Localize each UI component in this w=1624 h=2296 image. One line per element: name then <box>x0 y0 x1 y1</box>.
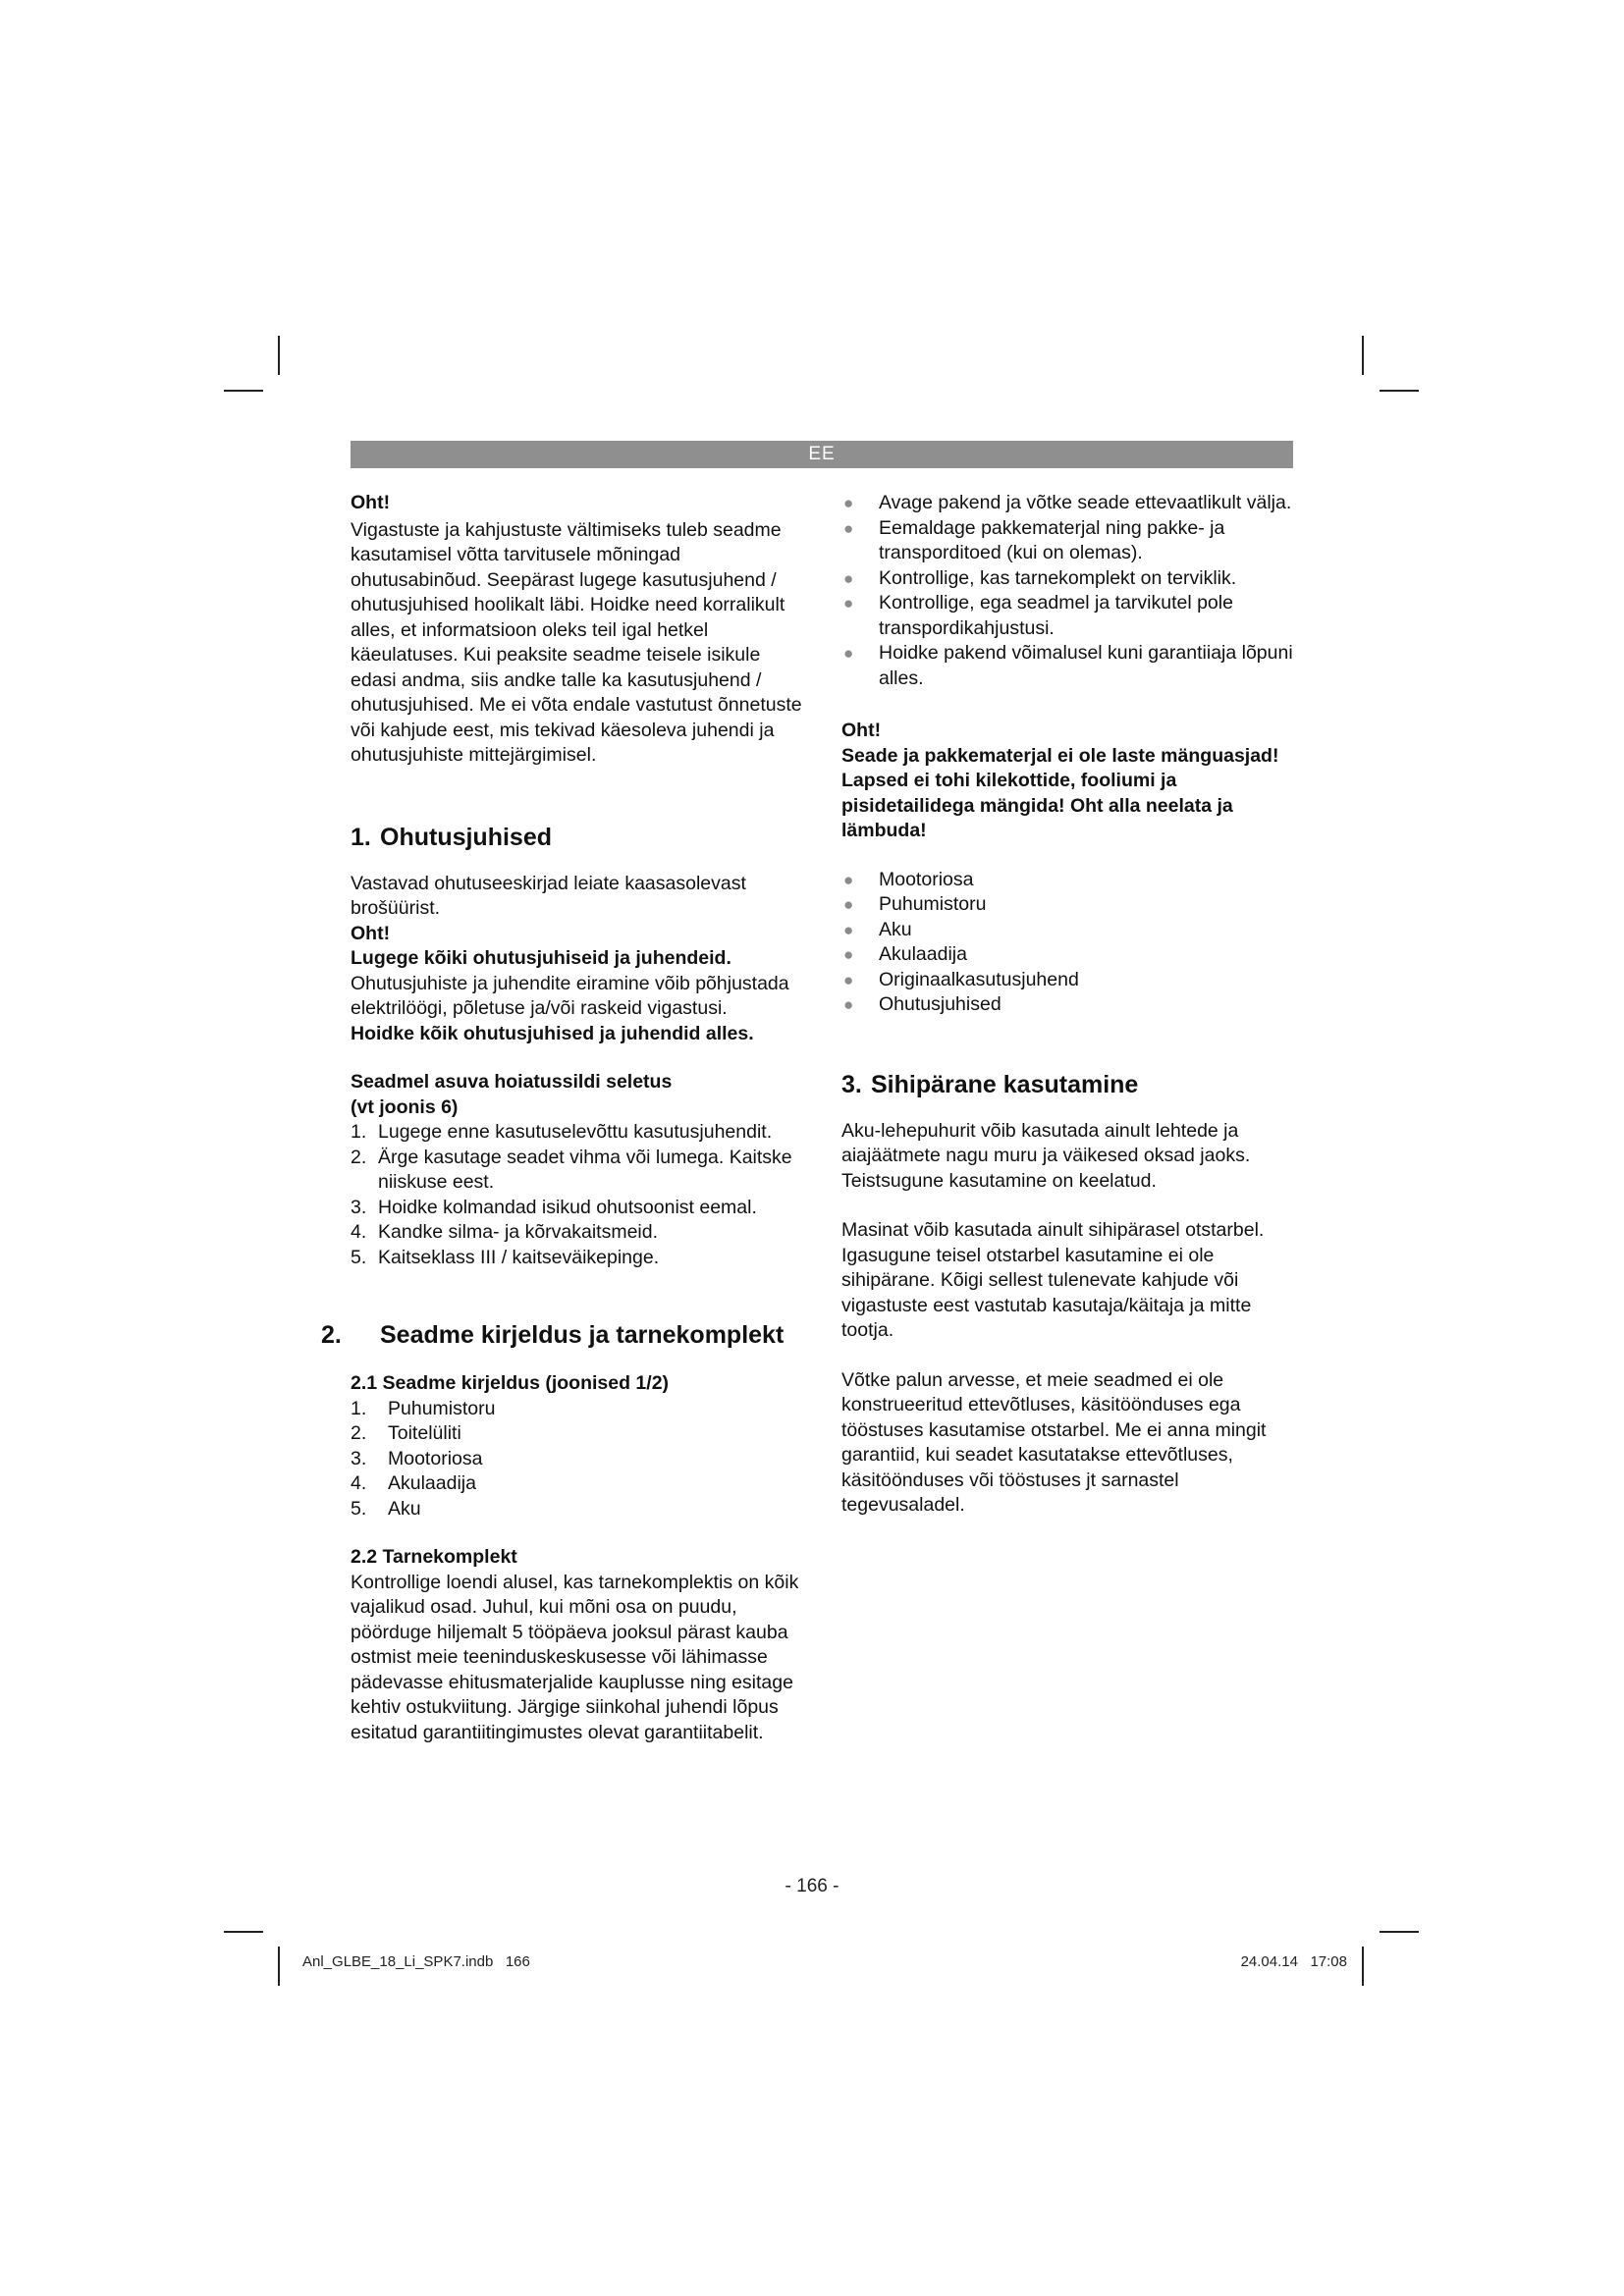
list-item: ● Aku <box>843 918 912 940</box>
footer-file-name: Anl_GLBE_18_Li_SPK7.indb 166 <box>302 1953 530 1970</box>
warning-sign-list <box>351 1120 802 1270</box>
crop-mark-top-left-vertical <box>278 336 280 375</box>
section-1-heading <box>351 822 802 854</box>
packaging-warning-title: Oht! <box>841 720 882 741</box>
list-item: ● Hoidke pakend võimalusel kuni garantiiaja lõpuni alles. <box>843 642 1293 689</box>
delivery-contents-list <box>841 868 1293 1018</box>
intended-use-paragraph-1: Aku-lehepuhurit võib kasutada ainult lehtede ja aiajäätmete nagu muru ja väikesed oksad jaoks. Teistsugune kasutamine on keelatud. <box>841 1119 1251 1192</box>
list-item: 4. Akulaadija <box>351 1472 476 1494</box>
crop-mark-top-right-horizontal <box>1380 390 1419 392</box>
list-item: ● Originaalkasutusjuhend <box>843 968 1079 990</box>
intro-warning-title: Oht! <box>351 492 391 513</box>
crop-mark-bottom-right-horizontal <box>1380 1931 1419 1933</box>
list-item: 2. Ärge kasutage seadet vihma või lumega. Kaitske niiskuse eest. <box>351 1146 792 1193</box>
list-item: ● Avage pakend ja võtke seade ettevaatlikult välja. <box>843 492 1292 513</box>
footer-date-time: 24.04.14 17:08 <box>1240 1953 1347 1970</box>
list-item: ● Kontrollige, ega seadmel ja tarvikutel pole transpordikahjustusi. <box>843 592 1233 639</box>
read-all-instructions: Lugege kõiki ohutusjuhiseid ja juhendeid. <box>351 947 731 969</box>
list-item: 2. Toitelüliti <box>351 1422 461 1444</box>
page-number: - 166 - <box>785 1876 839 1896</box>
section-1-title: Ohutusjuhised <box>380 823 552 851</box>
intended-use-paragraph-2: Masinat võib kasutada ainult sihipärasel otstarbel. Igasugune teisel otstarbel kasutamine ei ole sihipärane. Kõigi sellest tulenevate kahjude või vigastuste eest vastutab kasutaja/käitaja ja mitte tootja. <box>841 1219 1265 1341</box>
list-item: 3. Mootoriosa <box>351 1447 483 1469</box>
keep-instructions-note: Hoidke kõik ohutusjuhised ja juhendid alles. <box>351 1022 754 1044</box>
crop-mark-bottom-left-vertical <box>278 1947 280 1986</box>
list-item: ● Puhumistoru <box>843 893 987 915</box>
list-item: 3. Hoidke kolmandad isikud ohutsoonist eemal. <box>351 1196 757 1218</box>
safety-reference-paragraph: Vastavad ohutuseeskirjad leiate kaasasolevast brošüürist. <box>351 872 746 919</box>
section-2-2-heading: 2.2 Tarnekomplekt <box>351 1546 517 1568</box>
instruction-consequence-paragraph: Ohutusjuhiste ja juhendite eiramine võib põhjustada elektrilöögi, põletuse ja/või raskeid vigastusi. <box>351 972 789 1019</box>
section-3-heading <box>841 1069 1293 1101</box>
section-1-number: 1. <box>351 823 371 851</box>
section-2-title: Seadme kirjeldus ja tarnekomplekt <box>380 1321 785 1349</box>
language-code: EE <box>808 444 836 464</box>
unpacking-list <box>841 491 1293 691</box>
delivery-check-paragraph: Kontrollige loendi alusel, kas tarnekomplektis on kõik vajalikud osad. Juhul, kui mõni osa on puudu, pöörduge hiljemalt 5 tööpäeva jooksul pärast kauba ostmist meie teeninduskeskusesse või lähimasse pädevasse ehitusmaterjalide kauplusse ning esitage kehtiv ostukviitung. Järgige siinkohal juhendi lõpus esitatud garantiitingimustes olevat garantiitabelit. <box>351 1571 799 1743</box>
list-item: 5. Kaitseklass III / kaitseväikepinge. <box>351 1246 660 1268</box>
list-item: 1. Lugege enne kasutuselevõttu kasutusjuhendit. <box>351 1121 773 1143</box>
list-item: ● Akulaadija <box>843 943 967 965</box>
intro-paragraph: Vigastuste ja kahjustuste vältimiseks tuleb seadme kasutamisel võtta tarvitusele mõningad ohutusabinõud. Seepärast lugege kasutusjuhend / ohutusjuhised hoolikalt läbi. Hoidke need korralikult alles, et informatsioon oleks teil igal hetkel käeulatuses. Kui peaksite seadme teisele isikule edasi andma, siis andke talle ka kasutusjuhend / ohutusjuhised. Me ei võta endale vastutust õnnetuste või kahjude eest, mis tekivad käesoleva juhendi ja ohutusjuhiste mittejärgimisel. <box>351 518 802 766</box>
crop-mark-bottom-right-vertical <box>1362 1947 1364 1986</box>
warning-sign-heading-line-2: (vt joonis 6) <box>351 1095 459 1118</box>
list-item: ● Eemaldage pakkematerjal ning pakke- ja transporditoed (kui on olemas). <box>843 516 1225 563</box>
section-3-number: 3. <box>841 1070 862 1098</box>
warning-sign-heading-line-1: Seadmel asuva hoiatussildi seletus <box>351 1071 673 1093</box>
crop-mark-bottom-left-horizontal <box>224 1931 263 1933</box>
section-3-title: Sihipärane kasutamine <box>871 1070 1139 1098</box>
list-item: 4. Kandke silma- ja kõrvakaitsmeid. <box>351 1221 659 1243</box>
section-1-warning-label: Oht! <box>351 922 391 944</box>
section-2-1-heading: 2.1 Seadme kirjeldus (joonised 1/2) <box>351 1372 670 1394</box>
list-item: ● Kontrollige, kas tarnekomplekt on terviklik. <box>843 566 1237 589</box>
crop-mark-top-left-horizontal <box>224 390 263 392</box>
crop-mark-top-right-vertical <box>1362 336 1364 375</box>
language-header-bar <box>351 441 1293 468</box>
intended-use-paragraph-3: Võtke palun arvesse, et meie seadmed ei ole konstrueeritud ettevõtluses, käsitöönduses ega tööstuses kasutamise otstarbel. Me ei anna mingit garantiid, kui seadet kasutatakse ettevõtluses, käsitöönduses või tööstuses jt sarnastel tegevusaladel. <box>841 1368 1267 1516</box>
right-column <box>841 491 1293 1519</box>
left-column <box>321 491 802 1745</box>
section-2-heading <box>321 1319 802 1352</box>
list-item: ● Mootoriosa <box>843 868 974 890</box>
list-item: 5. Aku <box>351 1497 421 1520</box>
packaging-warning-text: Seade ja pakkematerjal ei ole laste mänguasjad! Lapsed ei tohi kilekottide, fooliumi ja pisidetailidega mängida! Oht alla neelata ja lämbuda! <box>841 744 1279 841</box>
list-item: 1. Puhumistoru <box>351 1397 496 1419</box>
device-description-list <box>351 1397 802 1522</box>
list-item: ● Ohutusjuhised <box>843 993 1001 1015</box>
section-2-number: 2. <box>321 1321 342 1349</box>
